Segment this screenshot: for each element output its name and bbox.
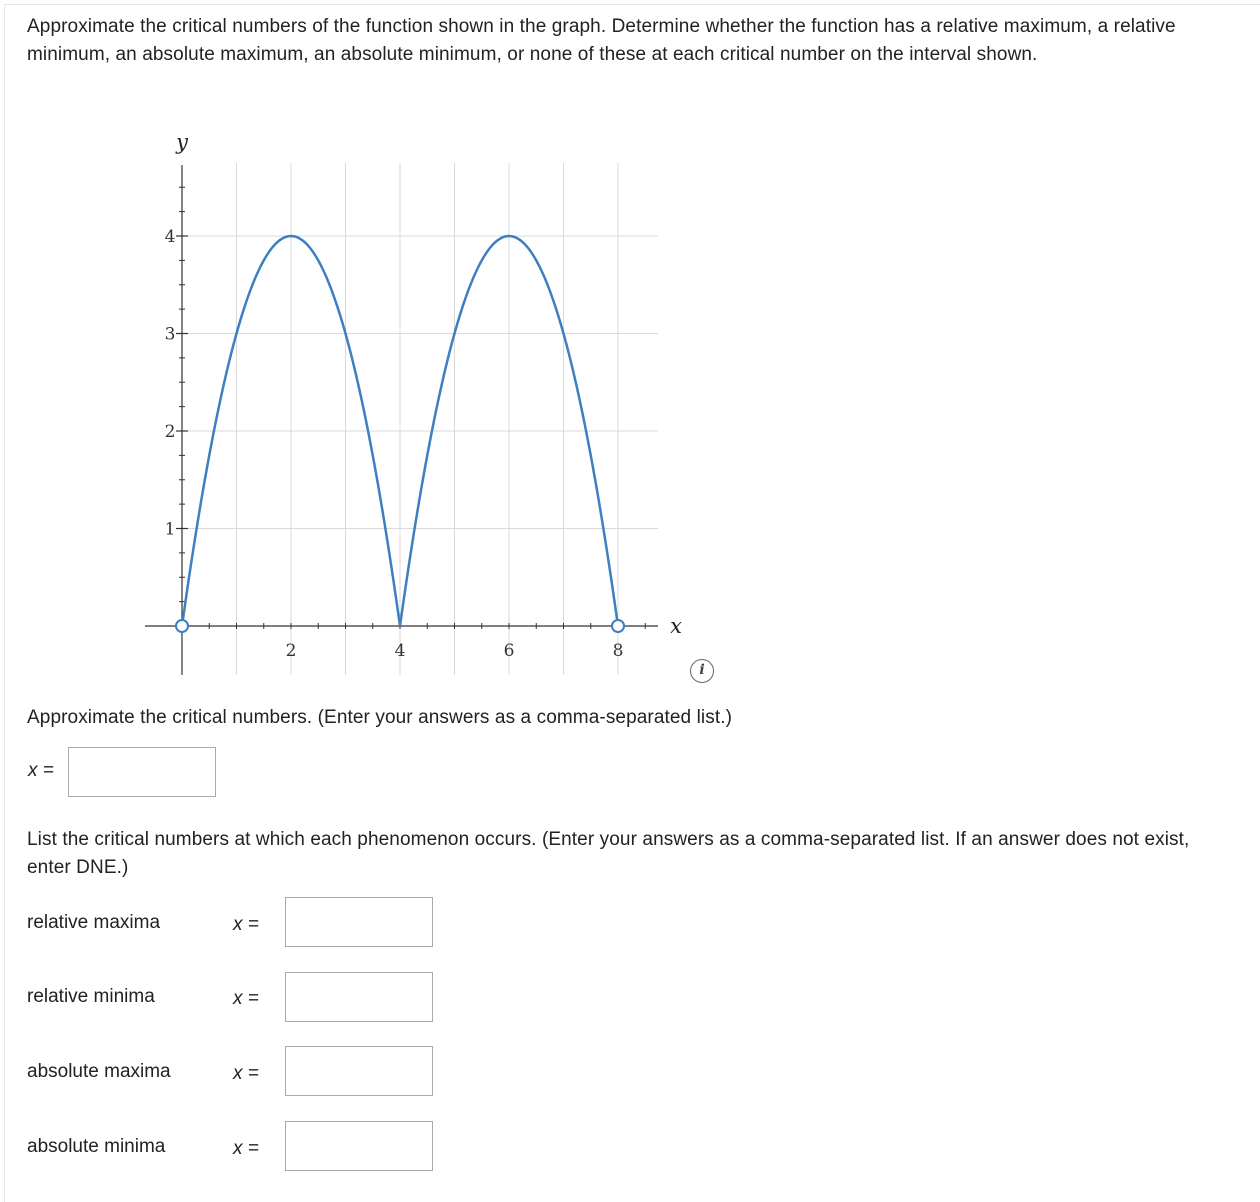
absolute-maxima-label: absolute maxima (27, 1061, 171, 1082)
y-tick-labels (165, 227, 176, 540)
graph-grid (182, 163, 658, 675)
graph-axes (145, 165, 658, 675)
relative-minima-input[interactable] (285, 972, 433, 1022)
x-tick-label-2: 2 (285, 641, 297, 661)
info-icon[interactable]: i (690, 659, 714, 683)
absolute-minima-label: absolute minima (27, 1136, 166, 1157)
function-graph (140, 125, 700, 680)
relative-minima-label: relative minima (27, 986, 155, 1007)
question-phenomena: List the critical numbers at which each phenomenon occurs. (Enter your answers as a comma-separated list. If an answer does not exist, enter DNE.) (27, 829, 1190, 878)
y-tick-label-2: 2 (164, 422, 176, 442)
critical-numbers-input[interactable] (68, 747, 216, 797)
y-tick-label-4: 4 (164, 227, 176, 247)
x-axis-label: x (670, 614, 682, 638)
open-endpoint (176, 620, 188, 632)
relative-maxima-input[interactable] (285, 897, 433, 947)
open-endpoint (612, 620, 624, 632)
x-tick-label-8: 8 (612, 641, 624, 661)
absolute-maxima-input[interactable] (285, 1046, 433, 1096)
y-tick-label-3: 3 (164, 324, 176, 345)
relative-minima-x-label: x = (233, 988, 259, 1009)
x-tick-label-4: 4 (394, 641, 406, 661)
relative-maxima-x-label: x = (233, 914, 259, 935)
relative-maxima-label: relative maxima (27, 912, 161, 933)
absolute-minima-x-label: x = (233, 1138, 259, 1159)
y-axis-label: y (176, 130, 188, 154)
y-tick-label-1: 1 (164, 519, 176, 540)
absolute-minima-input[interactable] (285, 1121, 433, 1171)
problem-statement: Approximate the critical numbers of the function shown in the graph. Determine whether the function has a relative maximum, a relative minimum, an absolute maximum, an absolute minimum, or none of these at each critical number on the interval shown. (27, 16, 1176, 65)
x-tick-label-6: 6 (503, 641, 515, 661)
critical-numbers-x-label: x = (28, 760, 54, 781)
question-critical-numbers: Approximate the critical numbers. (Enter your answers as a comma-separated list.) (27, 707, 733, 728)
absolute-maxima-x-label: x = (233, 1063, 259, 1084)
